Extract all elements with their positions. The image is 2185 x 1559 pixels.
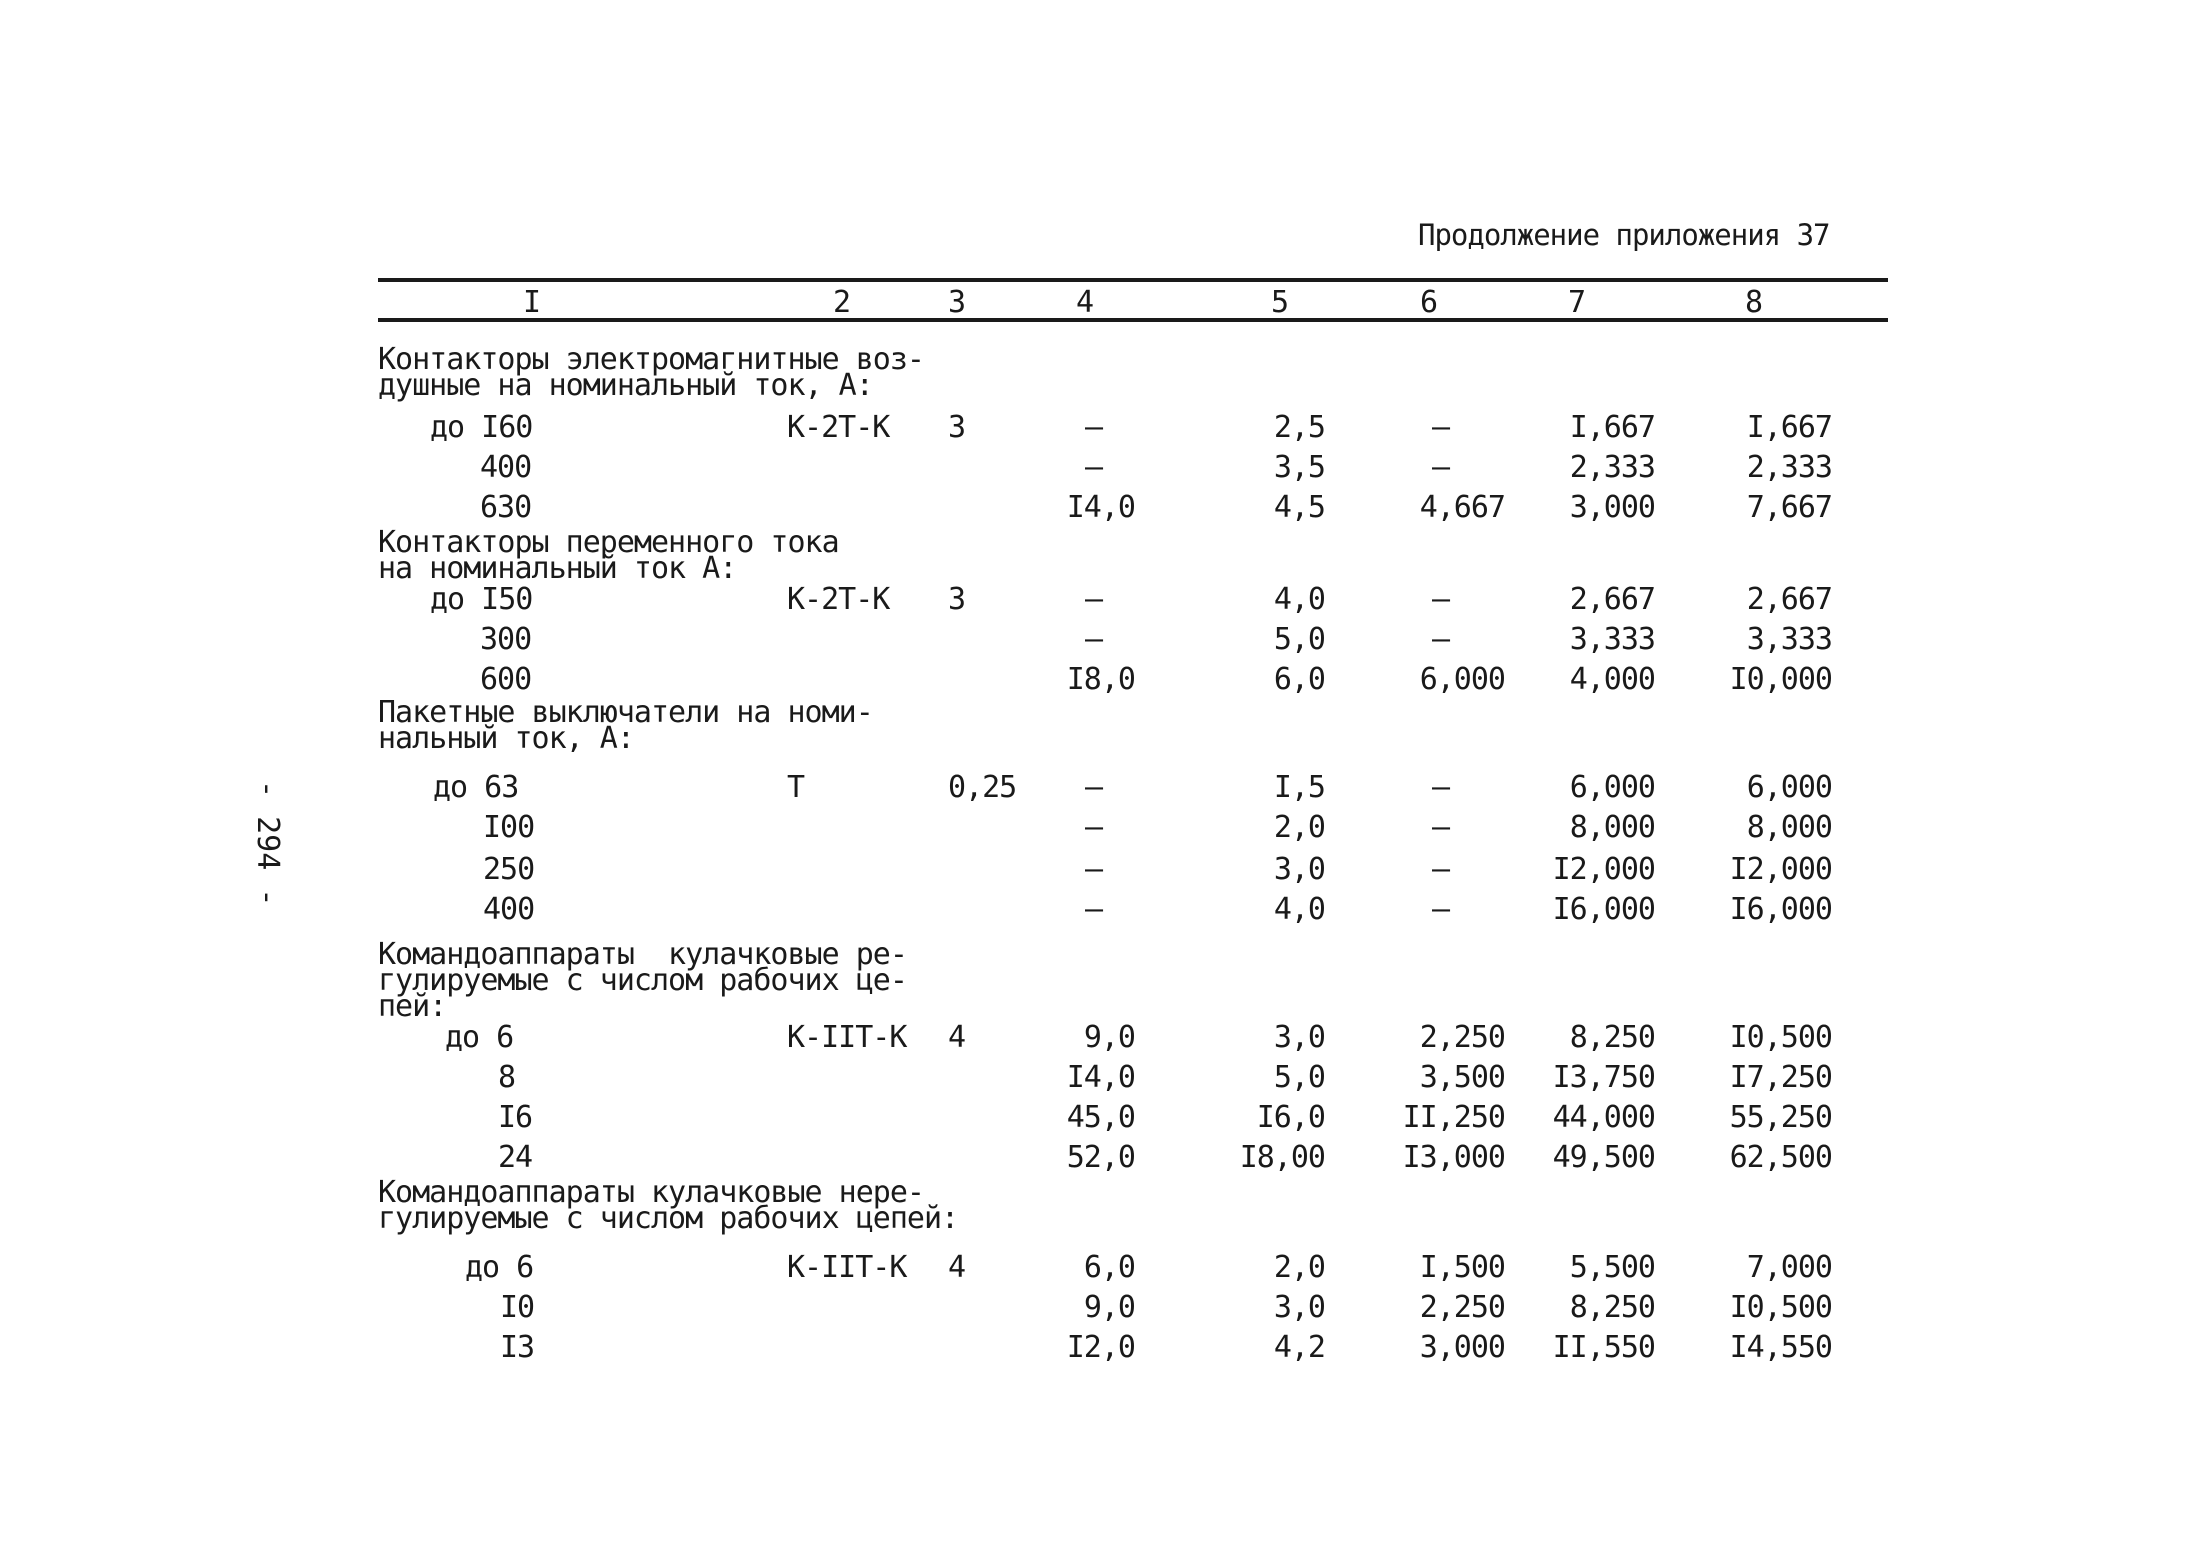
table-cell-c4: – xyxy=(1085,582,1103,617)
table-cell-c4: I8,0 xyxy=(1066,662,1135,697)
section-title: Пакетные выключатели на номи- нальный ток, А: xyxy=(378,695,873,756)
table-cell-c1: 400 xyxy=(480,450,532,485)
table-cell-c4: 52,0 xyxy=(1066,1140,1135,1175)
table-cell-c8: 55,250 xyxy=(1729,1100,1832,1135)
table-cell-c6: – xyxy=(1432,892,1450,927)
table-cell-c6: 2,250 xyxy=(1419,1020,1505,1055)
table-cell-c7: 8,250 xyxy=(1569,1290,1655,1325)
table-cell-c1: до 6 xyxy=(465,1250,534,1285)
table-cell-c5: 3,0 xyxy=(1273,1290,1325,1325)
table-cell-c5: I6,0 xyxy=(1256,1100,1325,1135)
table-cell-c8: I4,550 xyxy=(1729,1330,1832,1365)
page-number: - 294 - xyxy=(250,780,285,907)
table-cell-c6: II,250 xyxy=(1402,1100,1505,1135)
table-cell-c5: 4,0 xyxy=(1273,892,1325,927)
table-top-rule xyxy=(378,278,1888,282)
table-cell-c5: I,5 xyxy=(1273,770,1325,805)
table-cell-c6: – xyxy=(1432,622,1450,657)
table-cell-c4: 9,0 xyxy=(1083,1020,1135,1055)
table-cell-c7: 8,000 xyxy=(1569,810,1655,845)
table-cell-c8: 3,333 xyxy=(1746,622,1832,657)
table-cell-c5: 3,0 xyxy=(1273,1020,1325,1055)
table-cell-c1: I6 xyxy=(498,1100,533,1135)
table-cell-c1: I00 xyxy=(483,810,535,845)
table-cell-c4: – xyxy=(1085,810,1103,845)
table-cell-c6: – xyxy=(1432,852,1450,887)
table-cell-c7: 5,500 xyxy=(1569,1250,1655,1285)
table-cell-c5: 5,0 xyxy=(1273,1060,1325,1095)
table-cell-c7: 3,333 xyxy=(1569,622,1655,657)
table-cell-c3: 4 xyxy=(948,1020,966,1055)
table-cell-c5: 4,0 xyxy=(1273,582,1325,617)
column-header-2: 2 xyxy=(833,285,852,320)
column-header-1: I xyxy=(523,285,542,320)
table-cell-c1: до 63 xyxy=(433,770,519,805)
table-cell-c6: – xyxy=(1432,410,1450,445)
table-cell-c4: I4,0 xyxy=(1066,1060,1135,1095)
table-cell-c8: I6,000 xyxy=(1729,892,1832,927)
table-cell-c8: 7,000 xyxy=(1746,1250,1832,1285)
table-header-rule xyxy=(378,318,1888,322)
section-title: Командоаппараты кулачковые нере- гулируемые с числом рабочих цепей: xyxy=(378,1175,959,1236)
section-title: Контакторы переменного тока на номинальный ток А: xyxy=(378,525,839,586)
table-cell-c8: 8,000 xyxy=(1746,810,1832,845)
table-cell-c6: 3,000 xyxy=(1419,1330,1505,1365)
table-cell-c7: 2,333 xyxy=(1569,450,1655,485)
section-title: Контакторы электромагнитные воз- душные на номинальный ток, А: xyxy=(378,342,924,403)
table-cell-c1: 300 xyxy=(480,622,532,657)
table-cell-c2: К-IIТ-К xyxy=(787,1020,907,1055)
table-cell-c2: Т xyxy=(787,770,805,805)
table-cell-c3: 3 xyxy=(948,410,966,445)
table-cell-c5: 3,0 xyxy=(1273,852,1325,887)
table-cell-c8: I2,000 xyxy=(1729,852,1832,887)
table-cell-c4: – xyxy=(1085,852,1103,887)
table-cell-c4: – xyxy=(1085,892,1103,927)
appendix-caption: Продолжение приложения 37 xyxy=(1418,218,1830,252)
table-cell-c6: – xyxy=(1432,450,1450,485)
table-cell-c1: до 6 xyxy=(445,1020,514,1055)
table-cell-c5: 2,5 xyxy=(1273,410,1325,445)
table-cell-c7: I3,750 xyxy=(1552,1060,1655,1095)
table-cell-c1: 8 xyxy=(498,1060,516,1095)
column-header-6: 6 xyxy=(1420,285,1439,320)
table-cell-c7: 3,000 xyxy=(1569,490,1655,525)
table-cell-c7: 2,667 xyxy=(1569,582,1655,617)
table-cell-c5: 2,0 xyxy=(1273,810,1325,845)
table-cell-c8: 6,000 xyxy=(1746,770,1832,805)
table-cell-c8: 2,667 xyxy=(1746,582,1832,617)
table-cell-c1: 630 xyxy=(480,490,532,525)
table-cell-c5: 4,2 xyxy=(1273,1330,1325,1365)
table-cell-c4: – xyxy=(1085,450,1103,485)
column-header-5: 5 xyxy=(1271,285,1290,320)
table-cell-c6: 3,500 xyxy=(1419,1060,1505,1095)
table-cell-c4: 9,0 xyxy=(1083,1290,1135,1325)
table-cell-c6: 4,667 xyxy=(1419,490,1505,525)
table-cell-c4: – xyxy=(1085,410,1103,445)
table-cell-c7: I2,000 xyxy=(1552,852,1655,887)
table-cell-c5: 5,0 xyxy=(1273,622,1325,657)
table-cell-c6: 2,250 xyxy=(1419,1290,1505,1325)
table-cell-c4: 45,0 xyxy=(1066,1100,1135,1135)
table-cell-c5: 6,0 xyxy=(1273,662,1325,697)
table-cell-c8: I0,500 xyxy=(1729,1290,1832,1325)
table-cell-c4: – xyxy=(1085,622,1103,657)
column-header-3: 3 xyxy=(948,285,967,320)
table-cell-c2: К-2Т-К xyxy=(787,410,890,445)
column-header-8: 8 xyxy=(1745,285,1764,320)
table-cell-c6: I,500 xyxy=(1419,1250,1505,1285)
table-cell-c8: 2,333 xyxy=(1746,450,1832,485)
table-cell-c8: I,667 xyxy=(1746,410,1832,445)
table-cell-c1: 250 xyxy=(483,852,535,887)
table-cell-c7: 6,000 xyxy=(1569,770,1655,805)
table-cell-c5: 3,5 xyxy=(1273,450,1325,485)
table-cell-c3: 3 xyxy=(948,582,966,617)
table-cell-c4: 6,0 xyxy=(1083,1250,1135,1285)
table-cell-c1: до I50 xyxy=(430,582,533,617)
table-cell-c2: К-2Т-К xyxy=(787,582,890,617)
table-cell-c7: I,667 xyxy=(1569,410,1655,445)
table-cell-c6: I3,000 xyxy=(1402,1140,1505,1175)
table-cell-c7: 8,250 xyxy=(1569,1020,1655,1055)
table-cell-c7: I6,000 xyxy=(1552,892,1655,927)
table-cell-c5: 4,5 xyxy=(1273,490,1325,525)
table-cell-c6: 6,000 xyxy=(1419,662,1505,697)
table-cell-c7: 44,000 xyxy=(1552,1100,1655,1135)
table-cell-c7: II,550 xyxy=(1552,1330,1655,1365)
table-cell-c8: 62,500 xyxy=(1729,1140,1832,1175)
table-cell-c8: 7,667 xyxy=(1746,490,1832,525)
table-cell-c3: 0,25 xyxy=(948,770,1017,805)
table-cell-c8: I0,500 xyxy=(1729,1020,1832,1055)
table-cell-c8: I0,000 xyxy=(1729,662,1832,697)
section-title: Командоаппараты кулачковые ре- гулируемые с числом рабочих це- пей: xyxy=(378,937,907,1024)
table-cell-c7: 49,500 xyxy=(1552,1140,1655,1175)
table-cell-c6: – xyxy=(1432,770,1450,805)
table-cell-c1: 400 xyxy=(483,892,535,927)
table-cell-c1: I0 xyxy=(500,1290,535,1325)
table-cell-c7: 4,000 xyxy=(1569,662,1655,697)
table-cell-c6: – xyxy=(1432,810,1450,845)
table-cell-c5: I8,00 xyxy=(1239,1140,1325,1175)
table-cell-c2: К-IIТ-К xyxy=(787,1250,907,1285)
column-header-7: 7 xyxy=(1568,285,1587,320)
table-cell-c4: I2,0 xyxy=(1066,1330,1135,1365)
table-cell-c4: – xyxy=(1085,770,1103,805)
table-cell-c8: I7,250 xyxy=(1729,1060,1832,1095)
table-cell-c3: 4 xyxy=(948,1250,966,1285)
table-cell-c5: 2,0 xyxy=(1273,1250,1325,1285)
table-cell-c4: I4,0 xyxy=(1066,490,1135,525)
table-cell-c1: 600 xyxy=(480,662,532,697)
table-cell-c1: I3 xyxy=(500,1330,535,1365)
table-cell-c6: – xyxy=(1432,582,1450,617)
table-cell-c1: до I60 xyxy=(430,410,533,445)
table-cell-c1: 24 xyxy=(498,1140,533,1175)
column-header-4: 4 xyxy=(1076,285,1095,320)
